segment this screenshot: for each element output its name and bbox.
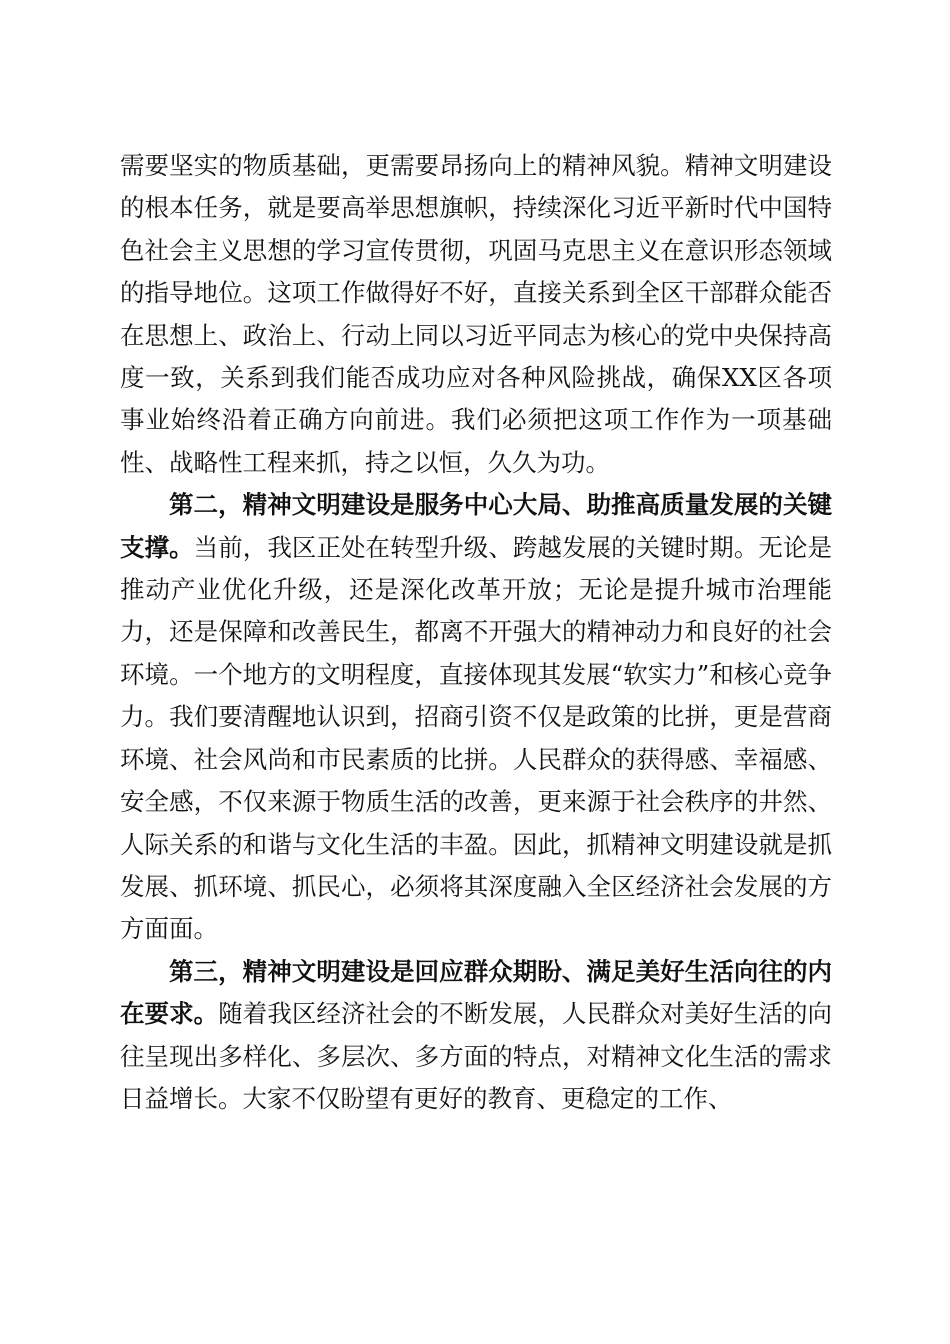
paragraph-2 <box>120 484 832 950</box>
paragraph-1-body: 需要坚实的物质基础，更需要昂扬向上的精神风貌。精神文明建设的根本任务，就是要高举思想旗帜，持续深化习近平新时代中国特色社会主义思想的学习宣传贯彻，巩固马克思主义在意识形态领域的指导地位。这项工作做得好不好，直接关系到全区干部群众能否在思想上、政治上、行动上同以习近平同志为核心的党中央保持高度一致，关系到我们能否成功应对各种风险挑战，确保XX区各项事业始终沿着正确方向前进。我们必须把这项工作作为一项基础性、战略性工程来抓，持之以恒，久久为功。 <box>120 151 832 477</box>
paragraph-3-lead: 第三，精神文明建设是回应群众期盼、满足美好生活向往的内在要求。 <box>120 956 832 1029</box>
paragraph-2-lead: 第二，精神文明建设是服务中心大局、助推高质量发展的关键支撑。 <box>120 490 832 562</box>
body-text <box>120 145 832 1120</box>
paragraph-2-body: 当前，我区正处在转型升级、跨越发展的关键时期。无论是推动产业优化升级，还是深化改革开放；无论是提升城市治理能力，还是保障和改善民生，都离不开强大的精神动力和良好的社会环境。一个地方的文明程度，直接体现其发展“软实力”和核心竞争力。我们要清醒地认识到，招商引资不仅是政策的比拼，更是营商环境、社会风尚和市民素质的比拼。人民群众的获得感、幸福感、安全感，不仅来源于物质生活的改善，更来源于社会秩序的井然、人际关系的和谐与文化生活的丰盈。因此，抓精神文明建设就是抓发展、抓环境、抓民心，必须将其深度融入全区经济社会发展的方方面面。 <box>120 532 833 944</box>
paragraph-3 <box>120 951 832 1121</box>
paragraph-3-body: 随着我区经济社会的不断发展，人民群众对美好生活的向往呈现出多样化、多层次、多方面的特点，对精神文化生活的需求日益增长。大家不仅盼望有更好的教育、更稳定的工作、 <box>120 999 833 1113</box>
paragraph-1 <box>120 145 832 484</box>
